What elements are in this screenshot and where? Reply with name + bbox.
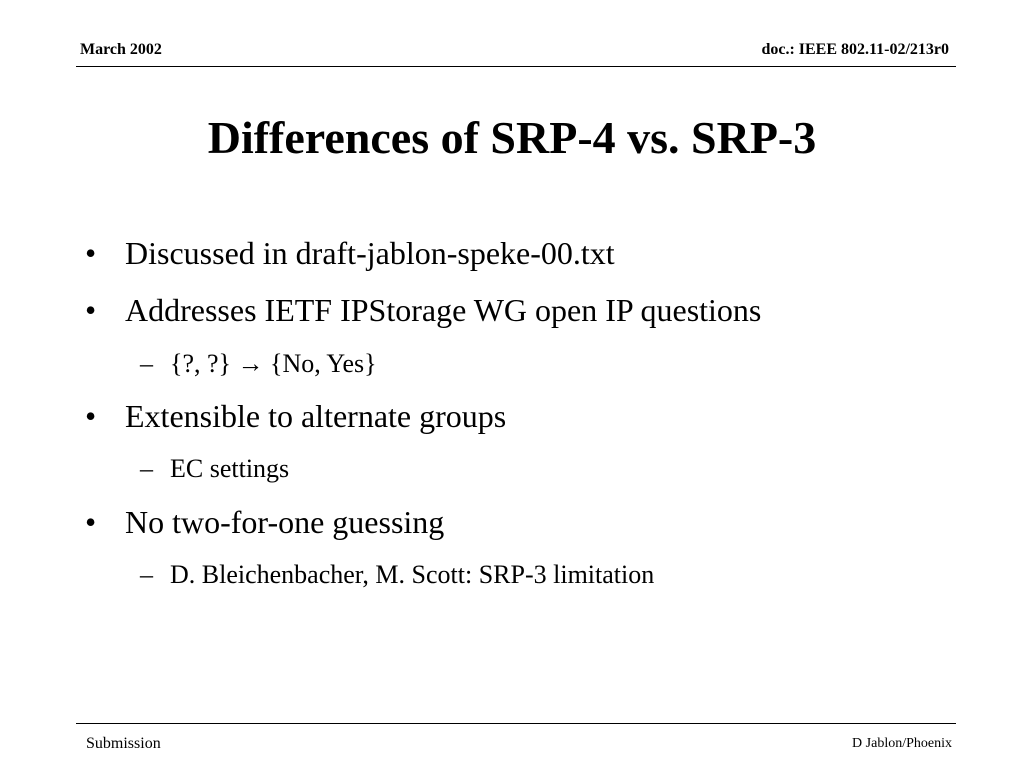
sub-bullet-text: EC settings [170, 454, 290, 483]
bullet-item [85, 290, 762, 330]
slide-title: Differences of SRP-4 vs. SRP-3 [207, 112, 817, 163]
bullet-text: Extensible to alternate groups [125, 398, 507, 434]
bullet-marker: • [85, 292, 97, 328]
bullet-marker: • [85, 398, 97, 434]
footer-author: D Jablon/Phoenix [852, 736, 952, 751]
footer-divider [76, 723, 956, 724]
bullet-text: Addresses IETF IPStorage WG open IP questions [125, 292, 762, 328]
header-document-id: doc.: IEEE 802.11-02/213r0 [761, 41, 949, 58]
sub-bullet-item [140, 348, 377, 380]
bullet-item [85, 502, 445, 542]
bullet-item [85, 396, 507, 436]
dash-marker: – [140, 454, 153, 483]
sub-bullet-item [140, 453, 290, 485]
bullet-text: No two-for-one guessing [125, 504, 445, 540]
bullet-item [85, 233, 615, 273]
dash-marker: – [140, 560, 153, 589]
sub-bullet-item [140, 559, 655, 591]
sub-bullet-text: {?, ?} → {No, Yes} [170, 349, 377, 378]
bullet-text: Discussed in draft-jablon-speke-00.txt [125, 235, 615, 271]
bullet-marker: • [85, 235, 97, 271]
header-date: March 2002 [80, 41, 162, 58]
bullet-marker: • [85, 504, 97, 540]
footer-submission: Submission [86, 735, 161, 752]
sub-bullet-text: D. Bleichenbacher, M. Scott: SRP-3 limitation [170, 560, 655, 589]
dash-marker: – [140, 349, 153, 378]
